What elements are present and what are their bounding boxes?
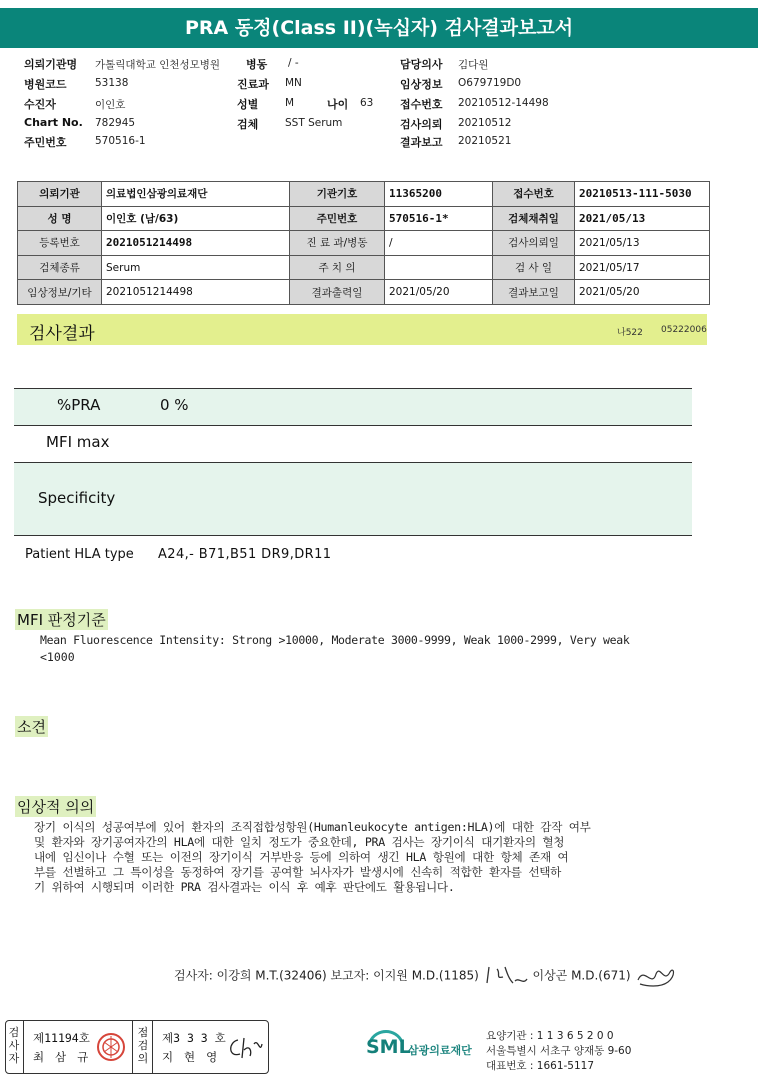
table-row [18, 182, 710, 207]
lab-label-department: 진 료 과/병동 [290, 231, 385, 256]
header-label-resident-no: 주민번호 [24, 136, 67, 149]
lab-label-test-date: 검 사 일 [493, 255, 575, 280]
table-row [18, 206, 710, 231]
header-value-receipt-no: 20210512-14498 [458, 97, 549, 109]
org-address-line: 서울특별시 서초구 양재동 9-60 [486, 1045, 632, 1057]
signature-icon [634, 962, 678, 990]
divider [132, 1020, 133, 1074]
pra-label: %PRA [57, 396, 101, 414]
lab-value-request-date: 2021/05/13 [575, 231, 710, 256]
clinical-line: 장기 이식의 성공여부에 있어 환자의 조직접합성항원(Humanleukocyte antigen:HLA)에 대한 감작 여부 [34, 820, 591, 834]
lab-info-table [17, 181, 710, 305]
lab-value-resident-no: 570516-1* [385, 206, 493, 231]
results-header-bar [17, 314, 707, 345]
lab-label-collection-date: 검체채취일 [493, 206, 575, 231]
header-value-age: 63 [360, 97, 374, 109]
results-code-1: 나522 [617, 328, 643, 338]
header-label-specimen: 검체 [237, 118, 259, 131]
inspector-label: 검 사 자 [8, 1026, 20, 1065]
lab-value-name: 이인호 (남/63) [102, 206, 290, 231]
header-label-report-date: 결과보고 [400, 136, 443, 149]
signature-icon [483, 963, 529, 989]
divider [152, 1020, 153, 1074]
clinical-title: 임상적 의의 [17, 798, 95, 816]
specificity-box [14, 462, 692, 536]
clinical-line: 및 환자와 장기공여자간의 HLA에 대한 일치 정도가 중요한데, PRA 검사는 장기이식 대기환자의 혈청 [34, 835, 565, 849]
opinion-title: 소견 [17, 718, 46, 736]
lab-value-specimen: Serum [102, 255, 290, 280]
table-row [18, 280, 710, 305]
lab-value-report-date: 2021/05/20 [575, 280, 710, 305]
inspector-number: 제11194호 [33, 1031, 90, 1045]
lab-label-name: 성 명 [18, 206, 102, 231]
clinical-line: 내에 임신이나 수혈 또는 이전의 장기이식 거부반응 등에 의하여 생긴 HLA 항원에 대한 항체 존재 여 [34, 850, 569, 864]
table-row [18, 231, 710, 256]
header-label-clinical-info: 임상정보 [400, 78, 443, 91]
header-label-doctor: 담당의사 [400, 58, 443, 71]
mfi-criteria-title: MFI 판정기준 [17, 611, 106, 629]
header-value-specimen: SST Serum [285, 117, 343, 129]
header-label-patient: 수진자 [24, 98, 56, 111]
lab-label-request-date: 검사의뢰일 [493, 231, 575, 256]
seal-icon [96, 1032, 126, 1062]
table-row [18, 255, 710, 280]
divider [23, 1020, 24, 1074]
lab-value-physician [385, 255, 493, 280]
pra-box [14, 388, 692, 425]
lab-label-output-date: 결과출력일 [290, 280, 385, 305]
specificity-label: Specificity [38, 489, 116, 507]
hla-type-label: Patient HLA type [25, 547, 134, 562]
header-label-institution: 의뢰기관명 [24, 58, 78, 71]
mfi-criteria-line-1: Mean Fluorescence Intensity: Strong >10000, Moderate 3000-9999, Weak 1000-2999, Very weak [40, 633, 630, 647]
clinical-line: 부를 선별하고 그 특이성을 동정하여 장기를 공여할 뇌사자가 발생시에 신속히 적합한 환자를 선택하 [34, 865, 562, 879]
header-label-chart-no: Chart No. [24, 116, 83, 129]
header-value-doctor: 김다원 [458, 59, 489, 71]
signature-line [174, 962, 678, 990]
header-value-sex: M [285, 97, 295, 109]
org-code-line: 요양기관 : 1 1 3 6 5 2 0 0 [486, 1030, 614, 1042]
header-label-sex: 성별 [237, 98, 259, 111]
lab-label-institution: 의뢰기관 [18, 182, 102, 207]
header-value-department: MN [285, 77, 302, 89]
reviewer-label: 점 검 의 [137, 1026, 149, 1065]
lab-value-collection-date: 2021/05/13 [575, 206, 710, 231]
lab-label-resident-no: 주민번호 [290, 206, 385, 231]
signature-icon [224, 1034, 264, 1062]
lab-value-clinical-info: 2021051214498 [102, 280, 290, 305]
signature-text-2: 이상곤 M.D.(671) [532, 968, 631, 983]
org-phone-line: 대표번호 : 1661-5117 [486, 1060, 595, 1072]
lab-label-reg-no: 등록번호 [18, 231, 102, 256]
header-value-hospital-code: 53138 [95, 77, 129, 89]
lab-label-clinical-info: 임상정보/기타 [18, 280, 102, 305]
lab-value-output-date: 2021/05/20 [385, 280, 493, 305]
header-label-receipt-no: 접수번호 [400, 98, 443, 111]
sml-logo: SML [366, 1036, 411, 1058]
hla-type-value: A24,- B71,B51 DR9,DR11 [158, 547, 332, 562]
lab-label-specimen: 검체종류 [18, 255, 102, 280]
header-value-clinical-info: O679719D0 [458, 77, 522, 89]
lab-label-receipt-no: 접수번호 [493, 182, 575, 207]
lab-label-inst-code: 기관기호 [290, 182, 385, 207]
lab-value-test-date: 2021/05/17 [575, 255, 710, 280]
mfi-criteria-line-2: <1000 [40, 650, 75, 664]
signature-text-1: 검사자: 이강희 M.T.(32406) 보고자: 이지원 M.D.(1185) [174, 968, 479, 983]
reviewer-name: 지 현 영 [162, 1050, 220, 1064]
org-name: 삼광의료재단 [408, 1044, 472, 1057]
results-code-2: 05222006 [661, 325, 707, 335]
header-label-age: 나이 [327, 98, 349, 111]
header-value-ward: / - [288, 57, 299, 69]
lab-label-physician: 주 치 의 [290, 255, 385, 280]
inspector-name: 최 삼 규 [33, 1050, 91, 1064]
header-value-resident-no: 570516-1 [95, 135, 146, 147]
header-label-ward: 병동 [246, 58, 268, 71]
header-value-request-date: 20210512 [458, 117, 512, 129]
clinical-line: 기 위하여 시행되며 이러한 PRA 검사결과는 이식 후 예후 판단에도 활용됩니다. [34, 880, 455, 894]
clinical-text [34, 820, 694, 895]
mfi-box [14, 425, 692, 462]
header-label-hospital-code: 병원코드 [24, 78, 67, 91]
header-value-report-date: 20210521 [458, 135, 512, 147]
mfi-max-label: MFI max [46, 433, 110, 451]
header-value-chart-no: 782945 [95, 117, 136, 129]
report-title: PRA 동정(Class II)(녹십자) 검사결과보고서 [0, 8, 758, 48]
header-label-request-date: 검사의뢰 [400, 118, 443, 131]
header-value-patient: 이인호 [95, 99, 126, 111]
header-label-department: 진료과 [237, 78, 269, 91]
header-value-institution: 가톨릭대학교 인천성모병원 [95, 59, 221, 71]
lab-label-report-date: 결과보고일 [493, 280, 575, 305]
lab-value-department: / [385, 231, 493, 256]
lab-value-inst-code: 11365200 [385, 182, 493, 207]
pra-value: 0 % [160, 396, 189, 414]
lab-value-reg-no: 2021051214498 [102, 231, 290, 256]
lab-value-institution: 의료법인삼광의료재단 [102, 182, 290, 207]
lab-value-receipt-no: 20210513-111-5030 [575, 182, 710, 207]
reviewer-number: 제3 3 3 호 [162, 1031, 226, 1045]
results-title: 검사결과 [29, 324, 95, 344]
